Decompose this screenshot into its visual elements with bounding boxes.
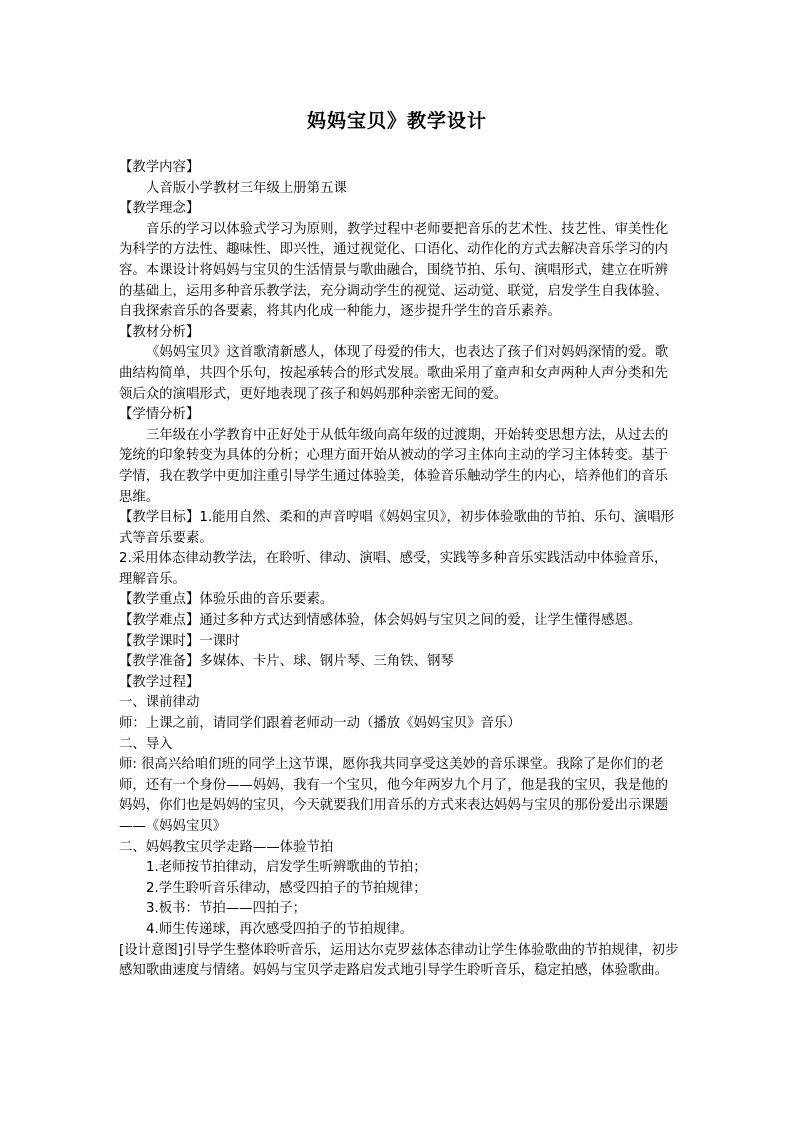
paragraph: 【教学目标】1.能用自然、柔和的声音哼唱《妈妈宝贝》，初步体验歌曲的节拍、乐句、演唱形式等音乐要素。 xyxy=(119,510,675,546)
paragraph: 4.师生传递球，再次感受四拍子的节拍规律。 xyxy=(146,921,414,937)
paragraph: 【教学重点】体验乐曲的音乐要素。 xyxy=(119,592,334,608)
paragraph: 【教学内容】 xyxy=(119,160,200,175)
paragraph: 一、课前律动 xyxy=(119,695,200,711)
paragraph: 《妈妈宝贝》这首歌清新感人，体现了母爱的伟大，也表达了孩子们对妈妈深情的爱。歌曲结构简单，共四个乐句，按起承转合的形式发展。歌曲采用了童声和女声两种人声分类和先领后众的演唱形式，更好地表现了孩子和妈妈那种亲密无间的爱。 xyxy=(119,345,669,402)
paragraph: 三年级在小学教育中正好处于从低年级向高年级的过渡期，开始转变思想方法，从过去的笼统的印象转变为具体的分析；心理方面开始从被动的学习主体向主动的学习主体转变。基于学情，我在教学中更加注重引导学生通过体验美，体验音乐触动学生的内心，培养他们的音乐思维。 xyxy=(119,427,669,505)
paragraph: 【学情分析】 xyxy=(119,407,200,423)
paragraph: 1.老师按节拍律动，启发学生听辨歌曲的节拍； xyxy=(146,860,427,876)
paragraph: 【教学过程】 xyxy=(119,674,200,690)
paragraph: 2.学生聆听音乐律动，感受四拍子的节拍规律； xyxy=(146,880,427,896)
document-title: 妈妈宝贝》教学设计 xyxy=(306,110,487,132)
paragraph: 音乐的学习以体验式学习为原则，教学过程中老师要把音乐的艺术性、技艺性、审美性化为科学的方法性、趣味性、即兴性，通过视觉化、口语化、动作化的方式去解决音乐学习的内容。本课设计将妈妈与宝贝的生活情景与歌曲融合，围绕节拍、乐句、演唱形式，建立在听辨的基础上，运用多种音乐教学法，充分调动学生的视觉、运动觉、联觉，启发学生自我体验、自我探索音乐的各要素，将其内化成一种能力，逐步提升学生的音乐素养。 xyxy=(119,221,669,320)
paragraph: 【教学准备】多媒体、卡片、球、钢片琴、三角铁、钢琴 xyxy=(119,654,454,670)
paragraph: 人音版小学教材三年级上册第五课 xyxy=(146,180,347,196)
paragraph: 【教学理念】 xyxy=(119,201,200,217)
paragraph: 二、导入 xyxy=(119,736,173,752)
paragraph: 3.板书：节拍——四拍子； xyxy=(146,901,307,917)
paragraph: 【教学课时】一课时 xyxy=(119,633,240,649)
paragraph: 【教材分析】 xyxy=(119,324,200,340)
document-body xyxy=(119,158,679,982)
paragraph: 二、妈妈教宝贝学走路——体验节拍 xyxy=(119,839,334,855)
paragraph: [设计意图]引导学生整体聆听音乐，运用达尔克罗兹体态律动让学生体验歌曲的节拍规律，初步感知歌曲速度与情绪。妈妈与宝贝学走路启发式地引导学生聆听音乐，稳定拍感，体验歌曲。 xyxy=(119,942,679,979)
paragraph: 2.采用体态律动教学法，在聆听、律动、演唱、感受，实践等多种音乐实践活动中体验音乐，理解音乐。 xyxy=(119,551,668,587)
paragraph: 师：上课之前，请同学们跟着老师动一动（播放《妈妈宝贝》音乐） xyxy=(119,716,521,732)
paragraph: 【教学难点】通过多种方式达到情感体验，体会妈妈与宝贝之间的爱，让学生懂得感恩。 xyxy=(119,613,642,629)
paragraph: 师: 很高兴给咱们班的同学上这节课，愿你我共同享受这美妙的音乐课堂。我除了是你们的老师，还有一个身份——妈妈，我有一个宝贝，他今年两岁九个月了，他是我的宝贝，我是他的妈妈，你们也是妈妈的宝贝，今天就要我们用音乐的方式来表达妈妈与宝贝的那份爱出示课题——《妈妈宝贝》 xyxy=(119,757,669,834)
